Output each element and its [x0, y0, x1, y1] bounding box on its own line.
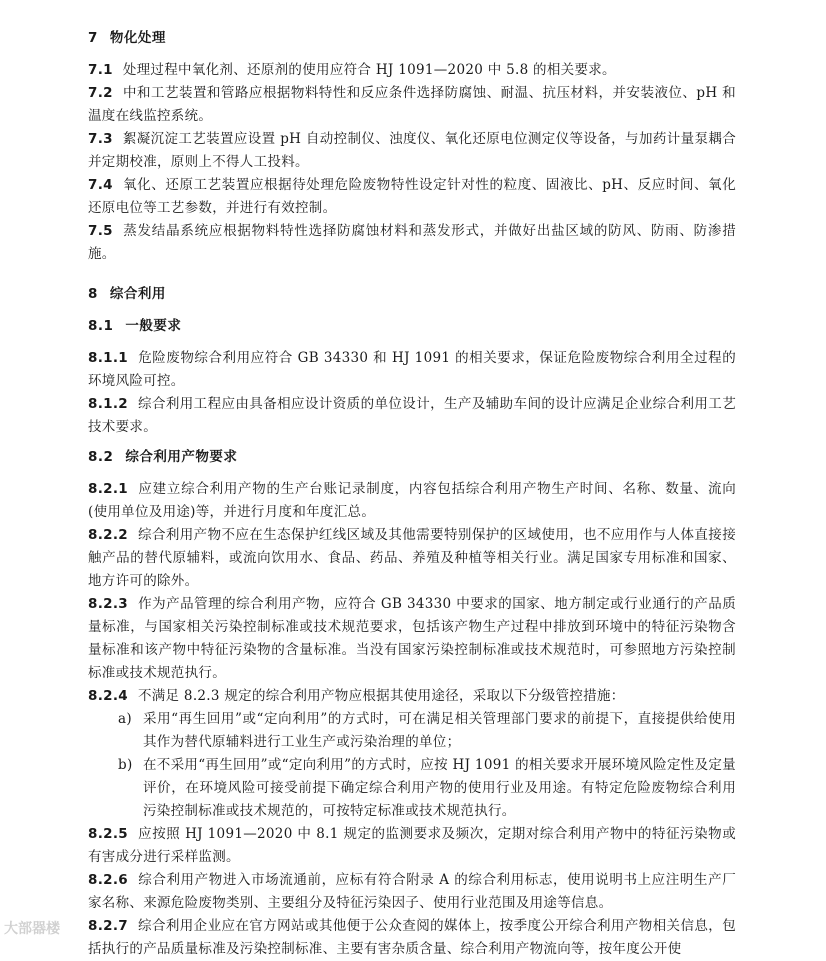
clause-number: 8.2.5 — [88, 826, 128, 842]
clause-number: 8.2.2 — [88, 527, 128, 543]
list-item-b — [88, 754, 736, 823]
heading-text: 综合利用产物要求 — [125, 449, 238, 465]
clause-number: 8.2.6 — [88, 872, 128, 888]
clause-number: 8.2.3 — [88, 596, 128, 612]
clause-text: 处理过程中氧化剂、还原剂的使用应符合 HJ 1091—2020 中 5.8 的相关要求。 — [122, 62, 616, 78]
clause-text: 危险废物综合利用应符合 GB 34330 和 HJ 1091 的相关要求，保证危险废物综合利用全过程的环境风险可控。 — [88, 350, 736, 389]
list-item-a — [88, 708, 736, 754]
clause-text: 综合利用产物进入市场流通前，应标有符合附录 A 的综合利用标志，使用说明书上应注明生产厂家名称、来源危险废物类别、主要组分及特征污染因子、使用行业范围及用途等信息。 — [88, 872, 736, 911]
section-heading-8-2 — [88, 446, 736, 468]
heading-number: 8.1 — [88, 318, 114, 334]
clause-text: 氧化、还原工艺装置应根据待处理危险废物特性设定针对性的粒度、固液比、pH、反应时间、氧化还原电位等工艺参数，并进行有效控制。 — [88, 177, 736, 216]
clause-text: 絮凝沉淀工艺装置应设置 pH 自动控制仪、浊度仪、氧化还原电位测定仪等设备，与加药计量泵耦合并定期校准，原则上不得人工投料。 — [88, 131, 736, 170]
heading-number: 8.2 — [88, 449, 114, 465]
clause-number: 8.2.1 — [88, 481, 128, 497]
clause-text: 蒸发结晶系统应根据物料特性选择防腐蚀材料和蒸发形式，并做好出盐区域的防风、防雨、防渗措施。 — [88, 223, 736, 262]
list-item-text: 在不采用“再生回用”或“定向利用”的方式时，应按 HJ 1091 的相关要求开展环境风险定性及定量评价，在环境风险可接受前提下确定综合利用产物的使用行业及用途。有特定危险废物综合利用污染控制标准或技术规范的，可按特定标准或技术规范执行。 — [143, 757, 736, 819]
clause-7-5 — [88, 220, 736, 266]
list-item-text: 采用“再生回用”或“定向利用”的方式时，可在满足相关管理部门要求的前提下，直接提供给使用其作为替代原辅料进行工业生产或污染治理的单位； — [143, 711, 736, 750]
heading-text: 一般要求 — [125, 318, 182, 334]
clause-number: 7.2 — [88, 85, 113, 101]
watermark-text: 大部器楼 — [4, 921, 60, 937]
clause-number: 7.3 — [88, 131, 113, 147]
section-heading-8 — [88, 283, 736, 305]
clause-8-2-6 — [88, 869, 736, 915]
clause-8-2-7 — [88, 915, 736, 961]
clause-number: 8.2.7 — [88, 918, 128, 934]
list-item-label: a) — [118, 711, 132, 727]
clause-7-1 — [88, 59, 736, 82]
clause-text: 不满足 8.2.3 规定的综合利用产物应根据其使用途径，采取以下分级管控措施： — [137, 688, 625, 704]
clause-number: 8.1.2 — [88, 396, 128, 412]
heading-text: 物化处理 — [109, 30, 166, 46]
heading-number: 8 — [88, 286, 98, 302]
clause-number: 7.5 — [88, 223, 113, 239]
clause-7-2 — [88, 82, 736, 128]
heading-number: 7 — [88, 30, 98, 46]
clause-8-2-5 — [88, 823, 736, 869]
clause-8-2-4 — [88, 685, 736, 708]
clause-8-2-1 — [88, 478, 736, 524]
clause-text: 应按照 HJ 1091—2020 中 8.1 规定的监测要求及频次，定期对综合利用产物中的特征污染物或有害成分进行采样监测。 — [88, 826, 736, 865]
clause-text: 作为产品管理的综合利用产物，应符合 GB 34330 中要求的国家、地方制定或行业通行的产品质量标准，与国家相关污染控制标准或技术规范要求，包括该产物生产过程中排放到环境中的特征污染物含量标准和该产物中特征污染物的含量标准。当没有国家污染控制标准或技术规范时，可参照地方污染控制标准或技术规范执行。 — [88, 596, 736, 681]
clause-text: 中和工艺装置和管路应根据物料特性和反应条件选择防腐蚀、耐温、抗压材料，并安装液位、pH 和温度在线监控系统。 — [88, 85, 736, 124]
clause-number: 7.1 — [88, 62, 113, 78]
clause-text: 综合利用产物不应在生态保护红线区域及其他需要特别保护的区域使用，也不应用作与人体直接接触产品的替代原辅料，或流向饮用水、食品、药品、养殖及种植等相关行业。满足国家专用标准和国家、地方许可的除外。 — [88, 527, 736, 589]
clause-number: 7.4 — [88, 177, 113, 193]
clause-8-1-1 — [88, 347, 736, 393]
clause-number: 8.1.1 — [88, 350, 128, 366]
clause-text: 应建立综合利用产物的生产台账记录制度，内容包括综合利用产物生产时间、名称、数量、流向(使用单位及用途)等，并进行月度和年度汇总。 — [88, 481, 736, 520]
watermark-logo — [4, 918, 60, 938]
heading-text: 综合利用 — [109, 286, 166, 302]
clause-8-2-3 — [88, 593, 736, 685]
document-page — [88, 20, 736, 961]
section-heading-7 — [88, 27, 736, 49]
clause-text: 综合利用企业应在官方网站或其他便于公众查阅的媒体上，按季度公开综合利用产物相关信息，包括执行的产品质量标准及污染控制标准、主要有害杂质含量、综合利用产物流向等，按年度公开使 — [88, 918, 736, 957]
clause-8-1-2 — [88, 393, 736, 439]
clause-8-2-2 — [88, 524, 736, 593]
clause-7-3 — [88, 128, 736, 174]
list-item-label: b) — [118, 757, 133, 773]
clause-text: 综合利用工程应由具备相应设计资质的单位设计，生产及辅助车间的设计应满足企业综合利用工艺技术要求。 — [88, 396, 736, 435]
section-heading-8-1 — [88, 315, 736, 337]
clause-number: 8.2.4 — [88, 688, 128, 704]
clause-7-4 — [88, 174, 736, 220]
